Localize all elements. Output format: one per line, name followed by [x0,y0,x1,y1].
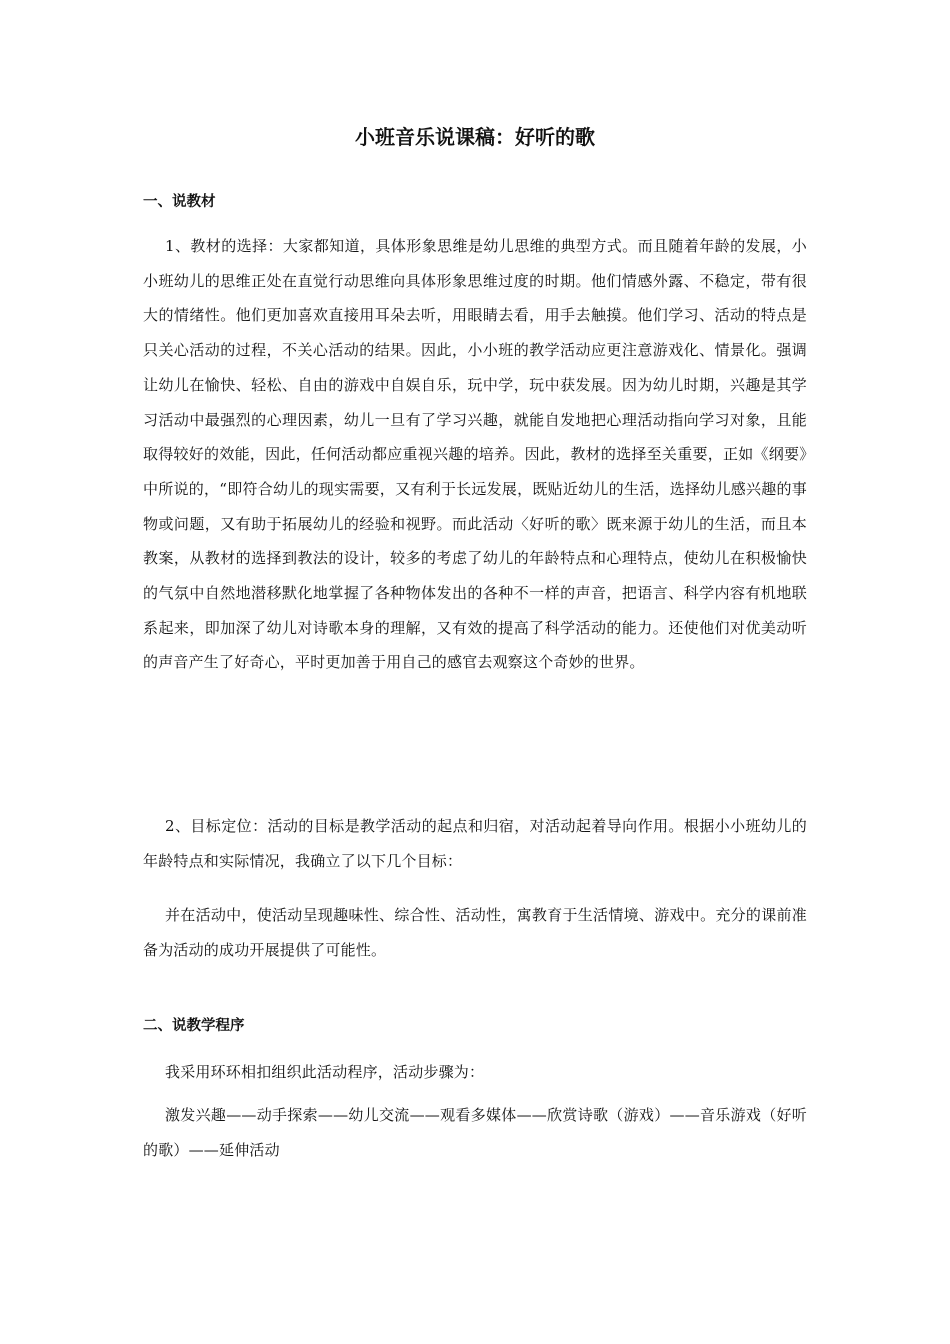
section-heading-teaching-material: 一、说教材 [143,194,216,210]
paragraph-procedure-steps: 激发兴趣——动手探索——幼儿交流——观看多媒体——欣赏诗歌（游戏）——音乐游戏（好听的歌）——延伸活动 [143,1106,807,1159]
paragraph-material-selection: 1、教材的选择：大家都知道，具体形象思维是幼儿思维的典型方式。而且随着年龄的发展，小小班幼儿的思维正处在直觉行动思维向具体形象思维过度的时期。他们情感外露、不稳定，带有很大的情绪性。他们更加喜欢直接用耳朵去听，用眼睛去看，用手去触摸。他们学习、活动的特点是只关心活动的过程，不关心活动的结果。因此，小小班的教学活动应更注意游戏化、情景化。强调让幼儿在愉快、轻松、自由的游戏中自娱自乐，玩中学，玩中获发展。因为幼儿时期，兴趣是其学习活动中最强烈的心理因素，幼儿一旦有了学习兴趣，就能自发地把心理活动指向学习对象，且能取得较好的效能，因此，任何活动都应重视兴趣的培养。因此，教材的选择至关重要，正如《纲要》中所说的，“即符合幼儿的现实需要，又有利于长远发展，既贴近幼儿的生活，选择幼儿感兴趣的事物或问题，又有助于拓展幼儿的经验和视野。而此活动〈好听的歌〉既来源于幼儿的生活，而且本教案，从教材的选择到教法的设计，较多的考虑了幼儿的年龄特点和心理特点，使幼儿在积极愉快的气氛中自然地潜移默化地掌握了各种物体发出的各种不一样的声音，把语言、科学内容有机地联系起来，即加深了幼儿对诗歌本身的理解，又有效的提高了科学活动的能力。还使他们对优美动听的声音产生了好奇心，平时更加善于用自己的感官去观察这个奇妙的世界。 [143,237,807,672]
paragraph-procedure-intro: 我采用环环相扣组织此活动程序，活动步骤为： [165,1063,485,1081]
document-title: 小班音乐说课稿：好听的歌 [355,125,595,149]
paragraph-activity-features: 并在活动中，使活动呈现趣味性、综合性、活动性，寓教育于生活情境、游戏中。充分的课前准备为活动的成功开展提供了可能性。 [143,906,807,959]
section-heading-teaching-procedure: 二、说教学程序 [143,1018,245,1034]
paragraph-goal-setting: 2、目标定位：活动的目标是教学活动的起点和归宿，对活动起着导向作用。根据小小班幼儿的年龄特点和实际情况，我确立了以下几个目标： [143,817,807,870]
